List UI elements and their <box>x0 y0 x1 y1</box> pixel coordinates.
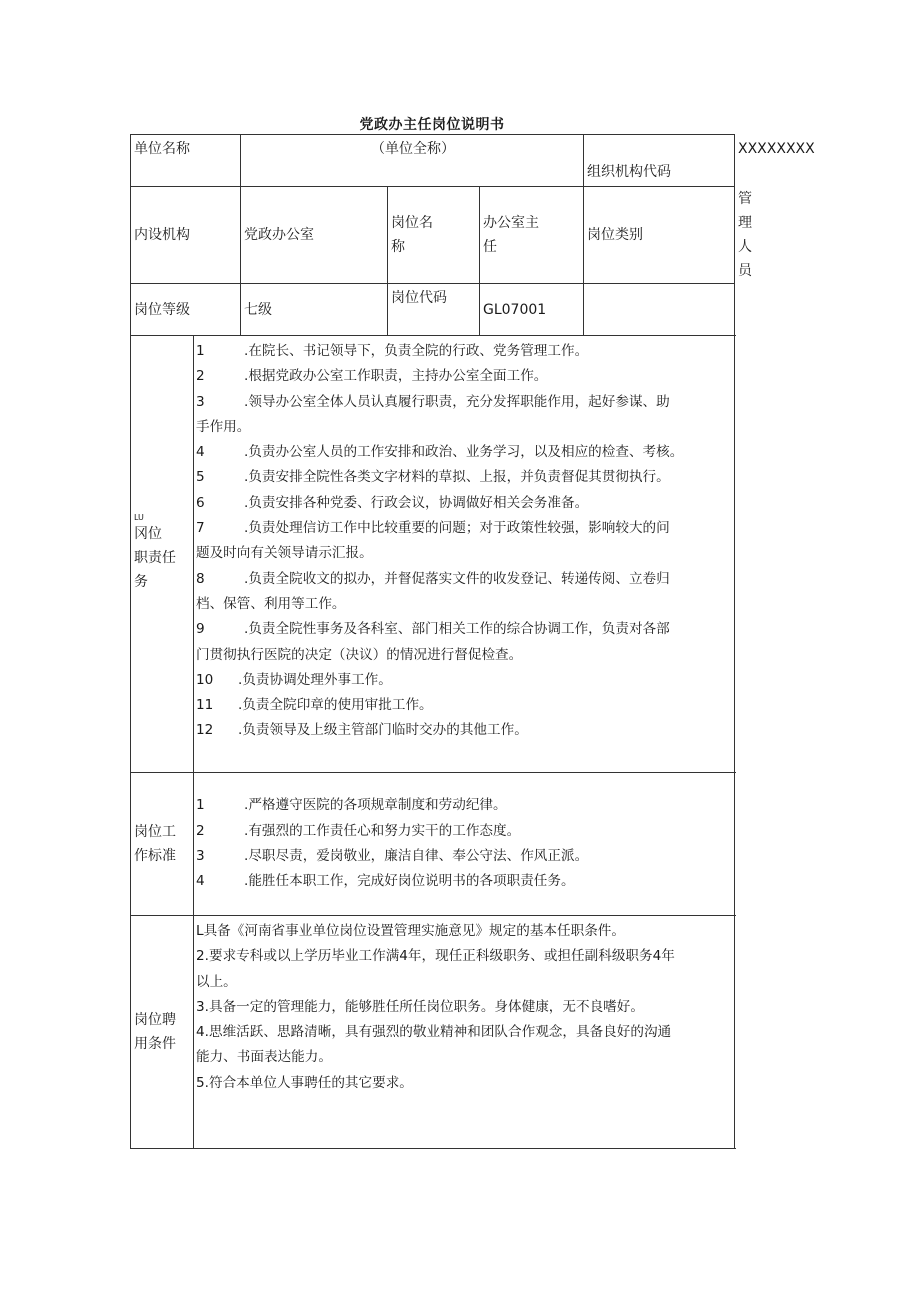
item-number: 3 <box>196 393 205 410</box>
item-text: .负责领导及上级主管部门临时交办的其他工作。 <box>238 722 528 739</box>
requirement-line: 能力、书面表达能力。 <box>196 1049 332 1066</box>
requirement-line: 3.具备一定的管理能力，能够胜任所任岗位职务。身体健康，无不良嗜好。 <box>196 998 644 1015</box>
post-type-label: 岗位类别 <box>584 187 735 284</box>
item-number: 1 <box>196 797 205 814</box>
unit-name-value: （单位全称） <box>241 135 584 187</box>
item-number: 10 <box>196 671 214 688</box>
item-number: 3 <box>196 848 205 864</box>
item-text: .有强烈的工作责任心和努力实干的工作态度。 <box>244 822 521 839</box>
standards-label <box>131 773 194 916</box>
post-name-label-line2: 称 <box>391 239 405 255</box>
item-number: 8 <box>196 570 205 587</box>
document-title: 党政办主任岗位说明书 <box>359 117 505 133</box>
list-item <box>196 339 732 364</box>
requirement-line: 5.符合本单位人事聘任的其它要求。 <box>196 1074 413 1091</box>
item-number: 5 <box>196 469 205 486</box>
item-number: 1 <box>196 343 205 359</box>
item-text: .在院长、书记领导下，负责全院的行政、党务管理工作。 <box>244 343 589 359</box>
requirement-line: 以上。 <box>196 973 237 990</box>
standards-items <box>196 793 732 894</box>
duties-label <box>131 336 194 773</box>
duties-label-line3: 务 <box>134 574 148 590</box>
list-item <box>196 617 732 642</box>
standards-label-line1: 岗位工 <box>134 824 176 840</box>
level-label: 岗位等级 <box>131 284 241 336</box>
requirements-lines <box>196 919 732 1096</box>
standards-label-line2: 作标准 <box>134 848 176 864</box>
dept-value: 党政办公室 <box>241 187 388 284</box>
job-description-table <box>130 134 815 1149</box>
unit-name-label: 单位名称 <box>131 135 241 187</box>
row-requirements <box>131 916 735 1149</box>
row-level <box>131 284 735 336</box>
requirements-label-line1: 岗位聘 <box>134 1012 176 1028</box>
row-duties <box>131 336 735 773</box>
item-number: 4 <box>196 444 205 461</box>
requirements-list <box>194 916 735 1149</box>
list-item <box>196 693 732 718</box>
post-code-value: GL07001 <box>480 284 584 336</box>
requirement-line: 4.思维活跃、思路清晰，具有强烈的敬业精神和团队合作观念，具备良好的沟通 <box>196 1024 672 1041</box>
list-item <box>196 844 732 869</box>
list-item <box>196 491 732 516</box>
item-number: 12 <box>196 722 214 739</box>
item-text: .负责协调处理外事工作。 <box>238 671 392 688</box>
item-text: .负责办公室人员的工作安排和政治、业务学习，以及相应的检查、考核。 <box>244 444 684 461</box>
duties-items <box>196 339 732 744</box>
list-item <box>196 440 732 465</box>
post-name-value <box>480 187 584 284</box>
item-text: .负责处理信访工作中比较重要的问题；对于政策性较强，影响较大的问 <box>244 520 670 537</box>
org-code-label: 组织机构代码 <box>584 135 735 187</box>
item-text: .负责全院收文的拟办，并督促落实文件的收发登记、转递传阅、立卷归 <box>244 570 670 587</box>
item-text: .负责全院印章的使用审批工作。 <box>238 697 433 714</box>
list-item <box>196 668 732 693</box>
item-number: 2 <box>196 822 205 839</box>
row-unit: 单位名称 （单位全称） 组织机构代码 XXXXXXXX <box>131 135 735 187</box>
list-item <box>196 718 732 743</box>
item-number: 4 <box>196 873 205 890</box>
item-number: 6 <box>196 494 205 511</box>
list-item <box>196 567 732 592</box>
item-continuation: 档、保管、利用等工作。 <box>196 595 346 612</box>
duties-label-line2: 职责任 <box>134 550 176 566</box>
list-item <box>196 465 732 490</box>
requirement-line: 2.要求专科或以上学历毕业工作满4年，现任正科级职务、或担任副科级职务4年 <box>196 948 675 965</box>
item-text: .尽职尽责，爱岗敬业，廉洁自律、奉公守法、作风正派。 <box>244 848 589 864</box>
requirements-label-line2: 用条件 <box>134 1036 176 1052</box>
list-item <box>196 516 732 541</box>
item-text: .负责全院性事务及各科室、部门相关工作的综合协调工作，负责对各部 <box>244 621 670 638</box>
list-item <box>196 364 732 389</box>
row-department: 内设机构 党政办公室 岗位名 称 办公室主 任 岗位类别 管理人员 <box>131 187 735 284</box>
post-name-value-line1: 办公室主 <box>483 215 539 231</box>
item-continuation: 题及时向有关领导请示汇报。 <box>196 545 373 562</box>
dept-label: 内设机构 <box>131 187 241 284</box>
post-name-value-line2: 任 <box>483 239 497 255</box>
item-continuation: 手作用。 <box>196 418 251 435</box>
item-text: .能胜任本职工作，完成好岗位说明书的各项职责任务。 <box>244 873 575 890</box>
post-code-label: 岗位代码 <box>388 284 480 336</box>
item-continuation: 门贯彻执行医院的决定（决议）的情况进行督促检查。 <box>196 646 523 663</box>
list-item <box>196 869 732 894</box>
item-number: 11 <box>196 697 214 714</box>
item-number: 9 <box>196 621 205 638</box>
standards-list <box>194 773 735 916</box>
item-text: .负责安排各种党委、行政会议，协调做好相关会务准备。 <box>244 494 589 511</box>
requirement-line: L具备《河南省事业单位岗位设置管理实施意见》规定的基本任职条件。 <box>196 923 625 939</box>
item-text: .根据党政办公室工作职责，主持办公室全面工作。 <box>244 368 548 385</box>
post-name-label <box>388 187 480 284</box>
item-number: 2 <box>196 368 205 385</box>
item-text: .领导办公室全体人员认真履行职责，充分发挥职能作用，起好参谋、助 <box>244 393 670 410</box>
item-text: .严格遵守医院的各项规章制度和劳动纪律。 <box>244 797 507 814</box>
duties-list <box>194 336 735 773</box>
list-item <box>196 819 732 844</box>
post-name-label-line1: 岗位名 <box>391 215 433 231</box>
row-standards <box>131 773 735 916</box>
list-item <box>196 793 732 818</box>
item-number: 7 <box>196 520 205 537</box>
list-item <box>196 390 732 415</box>
item-text: .负责安排全院性各类文字材料的草拟、上报，并负责督促其贯彻执行。 <box>244 469 670 486</box>
duties-label-line1: 冈位 <box>134 526 162 542</box>
empty-cell <box>584 284 735 336</box>
duties-label-mark: LU <box>134 513 144 522</box>
level-value: 七级 <box>241 284 388 336</box>
requirements-label <box>131 916 194 1149</box>
